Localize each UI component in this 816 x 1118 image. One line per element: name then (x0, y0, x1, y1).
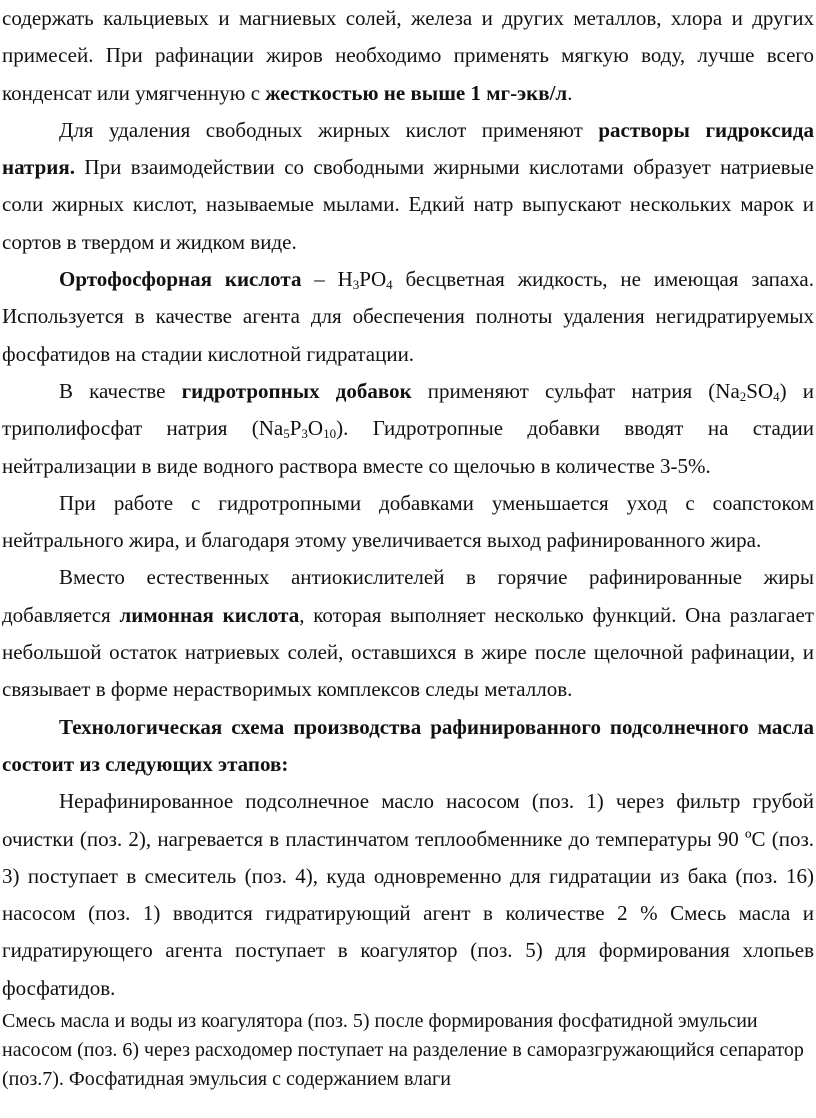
paragraph-phosphoric-acid (0, 261, 816, 373)
text-run: При взаимодействии со свободными жирными кислотами образует натриевые соли жирных кислот, называемые мылами. Едкий натр выпускают нескольких марок и сортов в твердом и жидком виде. (2, 155, 814, 254)
text-run: . (567, 80, 573, 105)
bold-term-water-hardness: жесткостью не выше 1 мг-экв/л (265, 80, 568, 105)
text-run: ). Гидротропные добавки вводят на стадии нейтрализации в виде водного раствора вместе со щелочью в количестве 3-5%. (2, 416, 815, 478)
text-run: – H (301, 267, 353, 292)
text-run: Нерафинированное подсолнечное масло насосом (поз. 1) через фильтр грубой очистки (поз. 2), нагревается в пластинчатом теплообменнике до температуры 90 ºC (поз. 3) поступает в смеситель (поз. 4), куда одновременно для гидратации из бака (поз. 16) насосом (поз. 1) вводится гидратирующий агент в количестве 2 % Смесь масла и гидратирующего агента поступает в коагулятор (поз. 5) для формирования хлопьев фосфатидов. (2, 789, 814, 1000)
subscript: 3 (352, 277, 360, 293)
bold-term-sodium-hydroxide: растворы гидроксида натрия. (2, 117, 814, 180)
text-run: SO (746, 378, 774, 403)
text-run: Вместо естественных антиокислителей в горячие рафинированные жиры добавляется (2, 565, 814, 627)
bold-heading: Технологическая схема производства рафинированного подсолнечного масла состоит из следующих этапов: (2, 714, 814, 776)
subscript: 5 (283, 426, 290, 442)
paragraph-process-step-2 (0, 1007, 816, 1094)
bold-term-phosphoric-acid: Ортофосфорная кислота (59, 267, 302, 292)
text-run: При работе с гидротропными добавками уменьшается уход с соапстоком нейтрального жира, и благодаря этому увеличивается выход рафинированного жира. (2, 490, 814, 553)
text-run: , которая выполняет несколько функций. Она разлагает небольшой остаток натриевых солей, оставшихся в жире после щелочной рафинации, и связывает в форме нерастворимых комплексов следы металлов. (2, 602, 814, 702)
text-run: содержать кальциевых и магниевых солей, железа и других металлов, хлора и других примесей. При рафинации жиров необходимо применять мягкую воду, лучше всего конденсат или умягченную с (2, 6, 814, 105)
subscript: 4 (386, 277, 393, 293)
bold-term-citric-acid: лимонная кислота (119, 602, 300, 627)
paragraph-hydrotropic-additives (0, 373, 816, 485)
subscript: 4 (773, 388, 780, 404)
text-run: PO (359, 267, 387, 292)
text-run: Для удаления свободных жирных кислот применяют (59, 117, 599, 142)
paragraph-citric-acid (0, 559, 816, 708)
subscript: 2 (739, 388, 747, 404)
paragraph-water-requirements (0, 0, 816, 112)
subscript: 3 (301, 426, 308, 442)
bold-term-hydrotropic-additives: гидротропных добавок (181, 378, 412, 403)
text-run: Смесь масла и воды из коагулятора (поз. 5) после формирования фосфатидной эмульсии насосом (поз. 6) через расходомер поступает на разделение в саморазгружающийся сепаратор (поз.7). Фосфатидная эмульсия с содержанием влаги (2, 1010, 804, 1091)
text-run: В качестве (59, 378, 182, 403)
paragraph-sodium-hydroxide (0, 112, 816, 261)
paragraph-soapstock-yield (0, 485, 816, 560)
text-run: применяют сульфат натрия (Na (411, 378, 740, 403)
subscript: 10 (323, 426, 337, 442)
text-run: O (307, 416, 324, 441)
text-run: P (289, 416, 302, 441)
text-run: ) и триполифосфат натрия (Na (2, 378, 814, 441)
section-heading-process-scheme (0, 709, 816, 784)
paragraph-process-step-1 (0, 783, 816, 1007)
text-run: бесцветная жидкость, не имеющая запаха. Используется в качестве агента для обеспечения полноты удаления негидратируемых фосфатидов на стадии кислотной гидратации. (2, 267, 814, 366)
